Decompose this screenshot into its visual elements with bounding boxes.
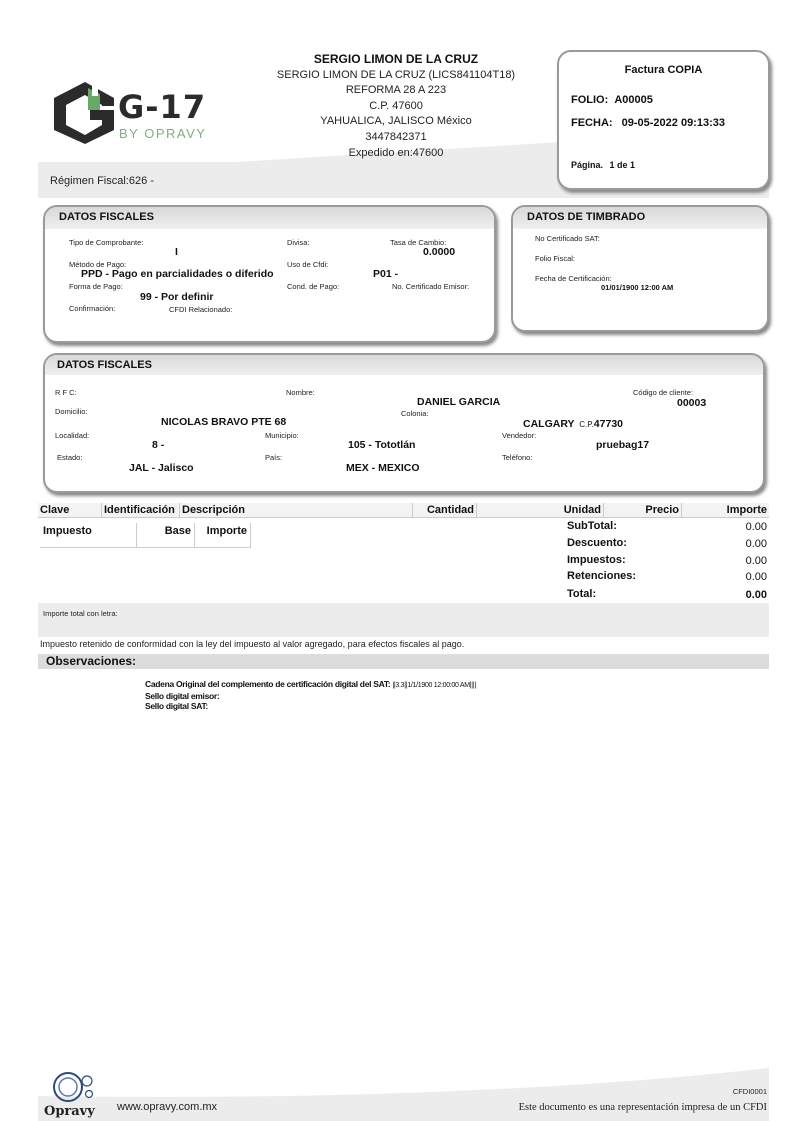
uso-label: Uso de Cfdi:	[287, 260, 329, 269]
metodo-value: PPD - Pago en parcialidades o diferido	[81, 268, 274, 280]
subtotal-value: 0.00	[745, 521, 767, 533]
letra-label: Importe total con letra:	[43, 609, 118, 618]
telefono-label: Teléfono:	[502, 453, 533, 462]
municipio-label: Municipio:	[265, 431, 299, 440]
forma-label: Forma de Pago:	[69, 282, 123, 291]
col-clave: Clave	[38, 503, 102, 518]
invoice-info-box	[557, 50, 770, 190]
confirmacion-label: Confirmación:	[69, 304, 116, 313]
nombre-value: DANIEL GARCIA	[417, 396, 501, 408]
col-cantidad: Cantidad	[413, 503, 477, 518]
impuestos-label: Impuestos:	[567, 554, 626, 566]
pais-value: MEX - MEXICO	[346, 462, 420, 474]
opravy-brand: Opravy	[44, 1104, 95, 1119]
codigo-value: 00003	[677, 397, 707, 409]
timbrado-box	[511, 205, 769, 332]
folio-fiscal-label: Folio Fiscal:	[535, 254, 576, 263]
colonia-name: CALGARY	[523, 418, 575, 430]
legend-text: Impuesto retenido de conformidad con la ley del impuesto al valor agregado, para efectos fiscales al pago.	[40, 639, 465, 649]
client-box	[43, 353, 765, 493]
cond-label: Cond. de Pago:	[287, 282, 340, 291]
cp-label: C.P.	[579, 420, 594, 429]
relacionado-label: CFDI Relacionado:	[169, 305, 233, 314]
footer-note: Este documento es una representación impresa de un CFDI	[518, 1102, 767, 1113]
col-unidad: Unidad	[477, 503, 604, 518]
vendedor-label: Vendedor:	[502, 431, 537, 440]
col-identificacion: Identificación	[102, 503, 180, 518]
estado-label: Estado:	[57, 453, 83, 462]
pagina-label: Página.	[571, 160, 604, 170]
colonia-label: Colonia:	[401, 409, 429, 418]
col-importe: Importe	[682, 503, 769, 518]
cadena-block	[145, 679, 476, 711]
logo-text: G-17	[118, 88, 207, 126]
issuer-legal-name: SERGIO LIMON DE LA CRUZ (LICS841104T18)	[276, 68, 516, 81]
observaciones-title: Observaciones:	[46, 654, 137, 668]
pais-label: País:	[265, 453, 283, 462]
codigo-label: Código de cliente:	[633, 388, 694, 397]
impuestos-value: 0.00	[745, 555, 767, 567]
opravy-logo	[44, 1070, 104, 1120]
issuer-info	[248, 52, 544, 161]
fecha-label: FECHA:	[571, 117, 613, 129]
tipo-value: I	[175, 246, 178, 258]
total-label: Total:	[567, 588, 597, 600]
localidad-value: 8 -	[152, 439, 165, 451]
client-title: DATOS FISCALES	[57, 359, 152, 371]
domicilio-label: Domicilio:	[55, 407, 88, 416]
fecha	[571, 117, 725, 129]
tasa-label: Tasa de Cambio:	[390, 238, 447, 247]
descuento-label: Descuento:	[567, 537, 627, 549]
opravy-bubbles-icon	[44, 1070, 104, 1106]
datos-fiscales-title: DATOS FISCALES	[59, 211, 154, 223]
letra-band	[38, 603, 769, 637]
company-logo	[50, 80, 230, 150]
total-value: 0.00	[745, 589, 767, 601]
tax-col-impuesto: Impuesto	[40, 523, 137, 548]
pagina	[571, 160, 635, 170]
domicilio-value: NICOLAS BRAVO PTE 68	[161, 416, 287, 428]
cert-sat-label: No Certificado SAT:	[535, 234, 600, 243]
uso-value: P01 -	[373, 268, 399, 280]
tax-col-base: Base	[137, 523, 195, 548]
divisa-label: Divisa:	[287, 238, 310, 247]
descuento-value: 0.00	[745, 538, 767, 550]
fecha-cert-label: Fecha de Certificación:	[535, 274, 612, 283]
issuer-cp: C.P. 47600	[369, 99, 423, 112]
footer-code: CFDI0001	[732, 1087, 767, 1096]
estado-value: JAL - Jalisco	[129, 462, 194, 474]
folio-value: A00005	[614, 94, 653, 106]
municipio-value: 105 - Tototlán	[348, 439, 416, 451]
cert-emisor-label: No. Certificado Emisor:	[392, 282, 470, 291]
footer-website[interactable]: www.opravy.com.mx	[117, 1101, 218, 1113]
retenciones-label: Retenciones:	[567, 570, 637, 582]
section-bar	[45, 355, 763, 375]
localidad-label: Localidad:	[55, 431, 90, 440]
regimen-fiscal: Régimen Fiscal:626 -	[50, 175, 154, 187]
pagina-value: 1 de 1	[609, 160, 636, 170]
fecha-cert-value: 01/01/1900 12:00 AM	[601, 283, 674, 292]
metodo-label: Método de Pago:	[69, 260, 127, 269]
g17-logo-icon	[50, 80, 120, 146]
logo-subtext: BY OPRAVY	[119, 126, 207, 141]
fecha-value: 09-05-2022 09:13:33	[621, 117, 725, 129]
issuer-city: YAHUALICA, JALISCO México	[320, 115, 472, 128]
observaciones-bar	[38, 654, 769, 669]
issuer-expedido: Expedido en:47600	[348, 146, 444, 159]
vendedor-value: pruebag17	[596, 439, 650, 451]
tipo-label: Tipo de Comprobante:	[69, 238, 144, 247]
nombre-label: Nombre:	[286, 388, 315, 397]
retenciones-value: 0.00	[745, 571, 767, 583]
cadena-line	[145, 679, 476, 691]
cadena-value: ||3.3||1/1/1900 12:00:00 AM||||	[392, 682, 476, 689]
timbrado-title: DATOS DE TIMBRADO	[527, 211, 646, 223]
subtotal-label: SubTotal:	[567, 520, 617, 532]
invoice-title: Factura COPIA	[624, 64, 703, 76]
issuer-name: SERGIO LIMON DE LA CRUZ	[313, 52, 479, 66]
rfc-label: R F C:	[55, 388, 77, 397]
tax-col-importe: Importe	[195, 523, 251, 548]
issuer-street: REFORMA 28 A 223	[345, 84, 447, 97]
issuer-phone: 3447842371	[365, 130, 427, 143]
cp-value: 47730	[593, 418, 623, 430]
sello-sat-label: Sello digital SAT:	[145, 701, 208, 711]
cadena-label: Cadena Original del complemento de certificación digital del SAT:	[145, 679, 391, 689]
datos-fiscales-box	[43, 205, 496, 343]
col-descripcion: Descripción	[180, 503, 413, 518]
forma-value: 99 - Por definir	[140, 291, 214, 303]
folio	[571, 94, 653, 106]
tax-table	[40, 523, 251, 548]
tasa-value: 0.0000	[423, 246, 456, 258]
colonia-value	[523, 418, 623, 430]
col-precio: Precio	[604, 503, 682, 518]
folio-label: FOLIO:	[571, 94, 609, 106]
sello-emisor-label: Sello digital emisor:	[145, 691, 220, 701]
